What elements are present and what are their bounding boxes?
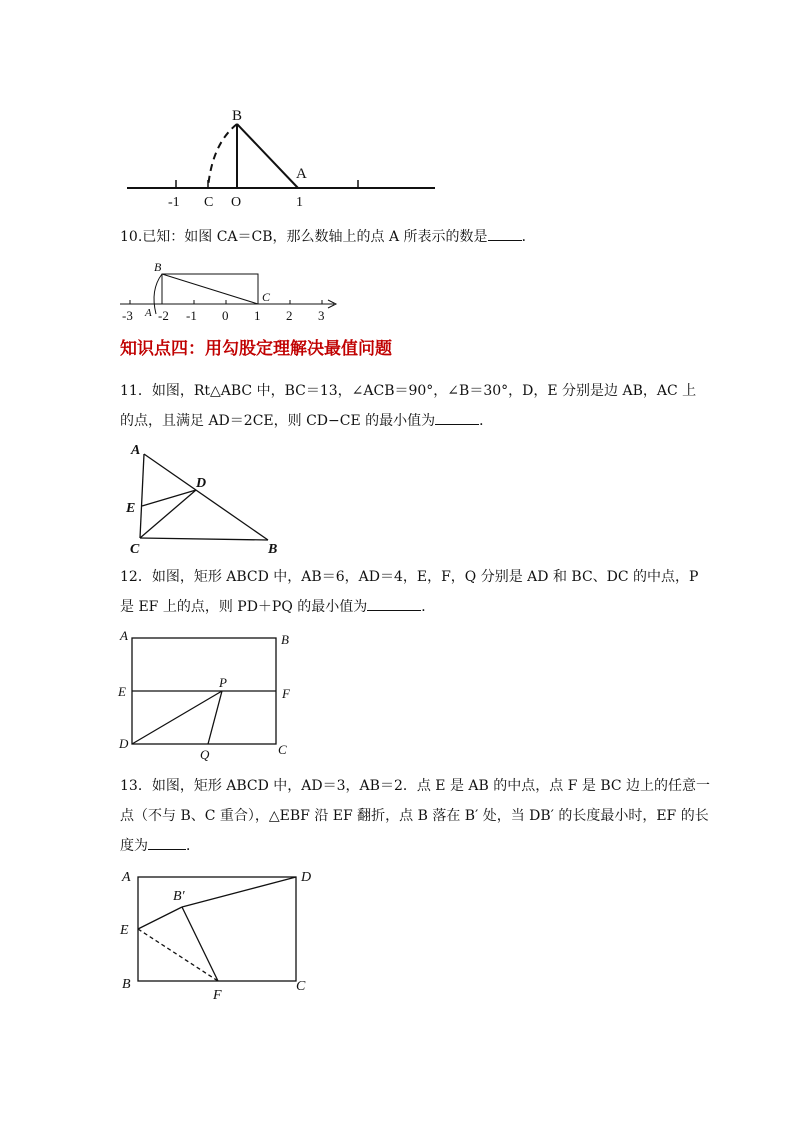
question-13 (120, 771, 711, 861)
question-text: 已知：如图 CA＝CB，那么数轴上的点 A 所表示的数是 (142, 229, 488, 245)
question-end: ． (521, 229, 536, 245)
segment-EBprime (138, 907, 182, 929)
tick-label: -3 (122, 308, 133, 323)
point-label-A: A (145, 307, 152, 319)
tick-label: 2 (286, 308, 293, 323)
question-10 (120, 222, 680, 252)
dashed-arc (208, 124, 237, 188)
question-text-line-2: 的点，且满足 AD＝2CE，则 CD−CE 的最小值为 (120, 413, 436, 429)
question-number: 10. (120, 229, 143, 245)
number-line-figure (120, 100, 450, 215)
question-text-line-2: 点（不与 B、C 重合），△EBF 沿 EF 翻折，点 B 落在 B′ 处，当 DB′ 的长度最小时，EF 的长 (120, 808, 709, 824)
question-text-line-1: 12．如图，矩形 ABCD 中，AB＝6，AD＝4，E，F，Q 分别是 AD 和 BC、DC 的中点，P (120, 569, 699, 585)
answer-blank[interactable] (488, 226, 522, 241)
q10-figure (116, 256, 346, 326)
segment-BA (237, 124, 298, 188)
question-end: ． (479, 413, 494, 429)
point-label-B: B (281, 632, 289, 647)
tick-label: -2 (158, 308, 169, 323)
tick-label: 3 (318, 308, 325, 323)
point-label-B: B (232, 108, 243, 124)
section-title: 知识点四：用勾股定理解决最值问题 (120, 339, 392, 359)
question-text-line-3: 度为 (120, 838, 148, 854)
point-label-P: P (219, 675, 227, 690)
point-label-D: D (119, 736, 129, 751)
point-label-E: E (118, 684, 126, 699)
point-label-F: F (213, 988, 222, 1003)
segment-BprimeF (182, 907, 218, 981)
point-label-Q: Q (200, 747, 210, 762)
point-label-C: C (278, 742, 287, 757)
answer-blank[interactable] (367, 596, 421, 611)
tick-marks (130, 300, 322, 304)
tick-label: 0 (222, 308, 229, 323)
q11-figure (120, 440, 290, 558)
question-12 (120, 562, 699, 622)
tick-label: 1 (296, 195, 303, 210)
point-label-A: A (131, 443, 141, 458)
q13-figure (116, 862, 326, 1004)
point-label-C: C (262, 290, 271, 304)
question-11 (120, 376, 697, 436)
point-label-F: F (282, 686, 290, 701)
question-text-line-1: 11．如图，Rt△ABC 中，BC＝13，∠ACB＝90°，∠B＝30°，D，E 分别是边 AB，AC 上 (120, 383, 697, 399)
segment-BC (162, 274, 258, 304)
point-label-C: C (296, 979, 306, 994)
point-label-A: A (122, 870, 131, 885)
point-label-B: B (154, 260, 162, 274)
segment-CB (140, 538, 268, 540)
segment-AC (140, 454, 144, 538)
question-end: ． (421, 599, 436, 615)
segment-BprimeD (182, 877, 296, 907)
point-label-D: D (196, 476, 207, 491)
segment-AB (144, 454, 268, 540)
point-label-B: B (268, 542, 278, 557)
point-label-A: A (296, 166, 307, 182)
tick-label: -1 (168, 195, 180, 210)
segment-PQ (208, 691, 222, 744)
segment-ED (142, 490, 196, 506)
point-label-A: A (120, 628, 128, 643)
answer-blank[interactable] (148, 835, 186, 850)
tick-label: -1 (186, 308, 197, 323)
point-label-C: C (130, 542, 140, 557)
point-label-E: E (126, 501, 136, 516)
tick-label: O (231, 195, 242, 210)
tick-label: C (204, 195, 214, 210)
point-label-E: E (120, 923, 129, 938)
q12-figure (116, 626, 306, 764)
tick-label: 1 (254, 308, 261, 323)
segment-CD (140, 490, 196, 538)
point-label-Bprime: B′ (173, 889, 185, 904)
point-label-D: D (301, 870, 312, 885)
segment-PD (132, 691, 222, 744)
answer-blank[interactable] (435, 410, 479, 425)
point-label-B: B (122, 977, 131, 992)
question-text-line-1: 13．如图，矩形 ABCD 中，AD＝3，AB＝2．点 E 是 AB 的中点，点 F 是 BC 边上的任意一 (120, 778, 711, 794)
question-end: ． (186, 838, 200, 854)
rectangle-ABCD (138, 877, 296, 981)
question-text-line-2: 是 EF 上的点，则 PD＋PQ 的最小值为 (120, 599, 368, 615)
